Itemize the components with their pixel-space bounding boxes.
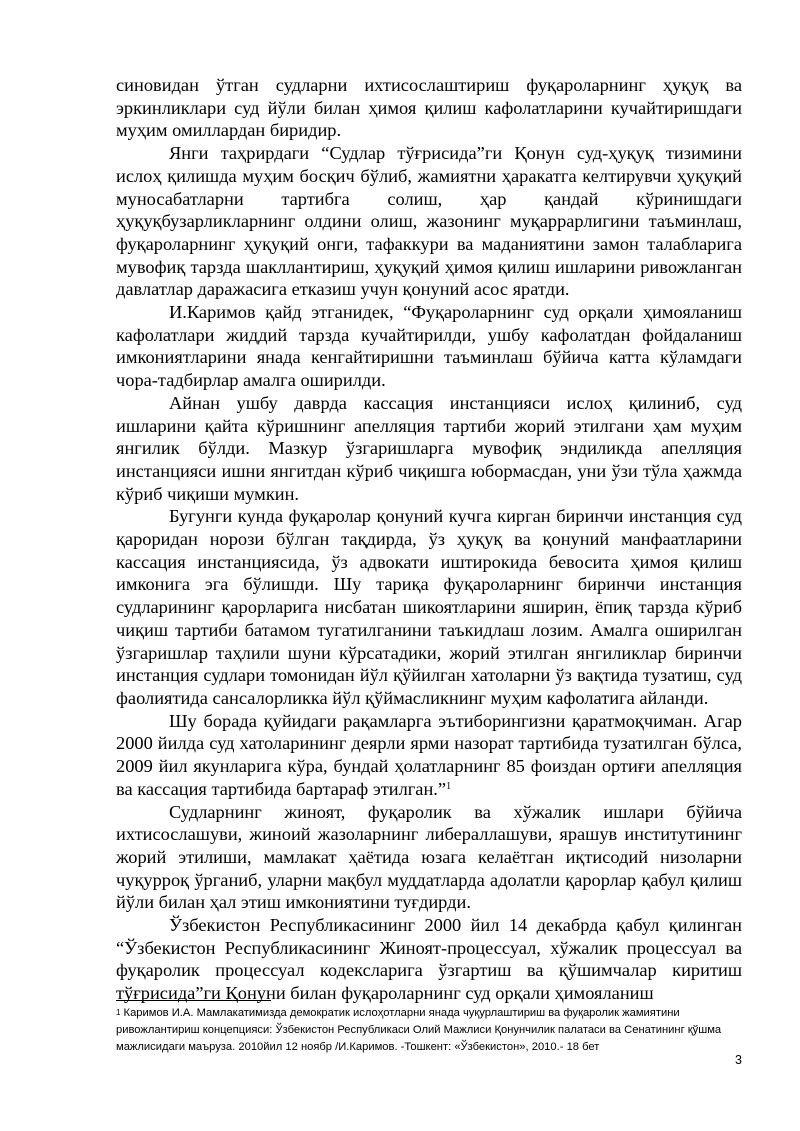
paragraph-citizens-rights: Бугунги кунда фуқаролар қонуний кучга кирган биринчи инстанция суд қароридан норози бўлган тақдирда, ўз ҳуқуқ ва қонуний манфаатларини кассация инстанциясида, ўз адвокати иштирокида бевосита ҳимоя қилиш имконига эга бўлишди. Шу тариқа фуқароларнинг биринчи инстанция судларининг қарорларига нисбатан шикоятларини яширин, ёпиқ тарзда кўриб чиқиш тартиби батамом тугатилганини таъкидлаш лозим. Амалга оширилган ўзгаришлар таҳлили шуни кўрсатадики, жорий этилган янгиликлар биринчи инстанция судлари томонидан йўл қўйилган хатоларни ўз вақтида тузатиш, суд фаолиятида сансалорликка йўл қўймасликнинг муҳим кафолатига айланди. xyxy=(116,506,742,708)
footnote-separator xyxy=(116,1000,271,1001)
footnote xyxy=(116,1005,742,1056)
paragraph-statistics-text: Шу борада қуйидаги рақамларга эътиборингизни қаратмоқчиман. Агар 2000 йилда суд хатоларининг деярли ярми назорат тартибида тузатилган бўлса, 2009 йил якунларига кўра, бундай ҳолатларнинг 85 фоиздан ортиғи апелляция ва кассация тартибида бартараф этилган.” xyxy=(116,710,742,799)
paragraph-karimov-quote: И.Каримов қайд этганидек, “Фуқароларнинг суд орқали ҳимояланиш кафолатлари жиддий тарзда кучайтирилди, ушбу кафолатдан фойдаланиш имкониятларини янада кенгайтиришни таъминлаш бўйича катта кўламдаги чора-тадбирлар амалга оширилди. xyxy=(116,302,742,391)
page-number: 3 xyxy=(735,1053,742,1067)
footnote-text: Каримов И.А. Мамлакатимизда демократик ислоҳотларни янада чуқурлаштириш ва фуқаролик жамиятини ривожлантириш концепцияси: Ўзбекистон Республикаси Олий Мажлиси Қонунчилик палатаси ва Сенатининг қўшма мажлисидаги маъруза. 2010йил 12 ноябр /И.Каримов. -Тошкент: «Ўзбекистон», 2010.- 18 бет xyxy=(116,1007,722,1053)
paragraph-courts-law: Янги таҳрирдаги “Судлар тўғрисида”ги Қонун суд-ҳуқуқ тизимини ислоҳ қилишда муҳим босқич бўлиб, жамиятни ҳаракатга келтирувчи ҳуқуқий муносабатларни тартибга солиш, ҳар қандай кўринишдаги ҳуқуқбузарликларнинг олдини олиш, жазонинг муқаррарлигини таъминлаш, фуқароларнинг ҳуқуқий онги, тафаккури ва маданиятини замон талабларига мувофиқ тарзда шакллантириш, ҳуқуқий ҳимоя қилиш ишларини ривожланган давлатлар даражасига етказиш учун қонуний асос яратди. xyxy=(116,143,742,300)
footnote-reference: 1 xyxy=(446,780,452,792)
paragraph-statistics xyxy=(116,710,742,801)
paragraph-law-2000: Ўзбекистон Республикасининг 2000 йил 14 декабрда қабул қилинган “Ўзбекистон Республикасининг Жиноят-процессуал, хўжалик процессуал ва фуқаролик процессуал кодексларига ўзгартиш ва қўшимчалар киритиш тўғрисида”ги Қонуни билан фуқароларнинг суд орқали ҳимояланиш xyxy=(116,915,742,1004)
footnote-mark: 1 xyxy=(116,1008,121,1017)
paragraph-continuation: синовидан ўтган судларни ихтисослаштириш фуқароларнинг ҳуқуқ ва эркинликлари суд йўли билан ҳимоя қилиш кафолатларини кучайтиришдаги муҳим омиллардан биридир. xyxy=(116,75,742,141)
paragraph-specialization: Судларнинг жиноят, фуқаролик ва хўжалик ишлари бўйича ихтисослашуви, жиноий жазоларнинг либераллашуви, ярашув институтининг жорий этилиши, мамлакат ҳаётида юзага келаётган иқтисодий низоларни чуқурроқ ўрганиб, уларни мақбул муддатларда адолатли қарорлар қабул қилиш йўли билан ҳал этиш имкониятини туғдирди. xyxy=(116,801,742,913)
body-text xyxy=(116,74,742,1005)
paragraph-cassation-reform: Айнан ушбу даврда кассация инстанцияси ислоҳ қилиниб, суд ишларини қайта кўришнинг апелляция тартиби жорий этилгани ҳам муҳим янгилик бўлди. Мазкур ўзгаришларга мувофиқ эндиликда апелляция инстанцияси ишни янгитдан кўриб чиқишга юбормасдан, уни ўзи тўла ҳажмда кўриб чиқиши мумкин. xyxy=(116,392,742,504)
